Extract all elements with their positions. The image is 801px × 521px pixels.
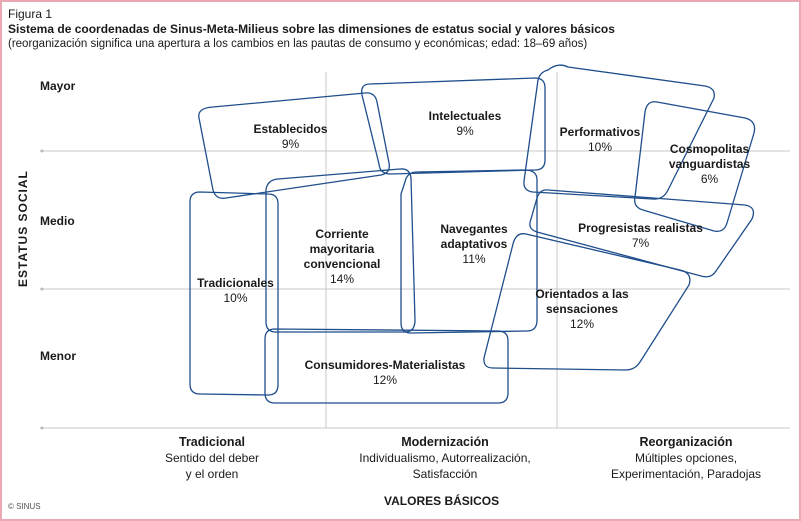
x-col-reorganizacion-desc1: Múltiples opciones, <box>634 451 738 465</box>
figure-subtitle: (reorganización significa una apertura a los cambios en las pautas de consumo y económicas; edad: 18–69 años) <box>8 38 588 50</box>
x-col-tradicional-title: Tradicional <box>179 435 245 449</box>
y-axis-title: ESTATUS SOCIAL <box>16 170 30 287</box>
label-performativos: Performativos 10% <box>559 125 641 154</box>
label-progresistas: Progresistas realistas 7% <box>578 221 703 250</box>
label-consumidores: Consumidores-Materialistas 12% <box>304 358 466 387</box>
copyright: © SINUS <box>8 502 41 511</box>
x-col-modernizacion-title: Modernización <box>401 435 489 449</box>
label-cosmopolitas: Cosmopolitas vanguardistas 6% <box>668 142 751 186</box>
x-col-tradicional-desc2: y el orden <box>185 467 239 481</box>
label-intelectuales: Intelectuales 9% <box>428 109 502 138</box>
label-corriente: Corriente mayoritaria convencional 14% <box>303 227 381 286</box>
label-navegantes: Navegantes adaptativos 11% <box>440 222 508 266</box>
figure-label: Figura 1 <box>8 7 53 21</box>
label-tradicionales: Tradicionales 10% <box>197 276 274 305</box>
x-col-reorganizacion-desc2: Experimentación, Paradojas <box>610 467 762 481</box>
label-establecidos: Establecidos 9% <box>253 122 328 151</box>
y-level-mayor: Mayor <box>40 79 76 93</box>
x-col-reorganizacion-title: Reorganización <box>639 435 733 449</box>
figure-title: Sistema de coordenadas de Sinus-Meta-Milieus sobre las dimensiones de estatus social y valores básicos <box>8 22 615 36</box>
y-level-medio: Medio <box>40 214 75 228</box>
x-col-modernizacion-desc1: Individualismo, Autorrealización, <box>359 451 531 465</box>
x-col-modernizacion-desc2: Satisfacción <box>412 467 478 481</box>
x-axis-title: VALORES BÁSICOS <box>384 494 500 508</box>
label-orientados: Orientados a las sensaciones 12% <box>535 287 629 331</box>
x-col-tradicional-desc1: Sentido del deber <box>164 451 260 465</box>
y-level-menor: Menor <box>40 349 76 363</box>
